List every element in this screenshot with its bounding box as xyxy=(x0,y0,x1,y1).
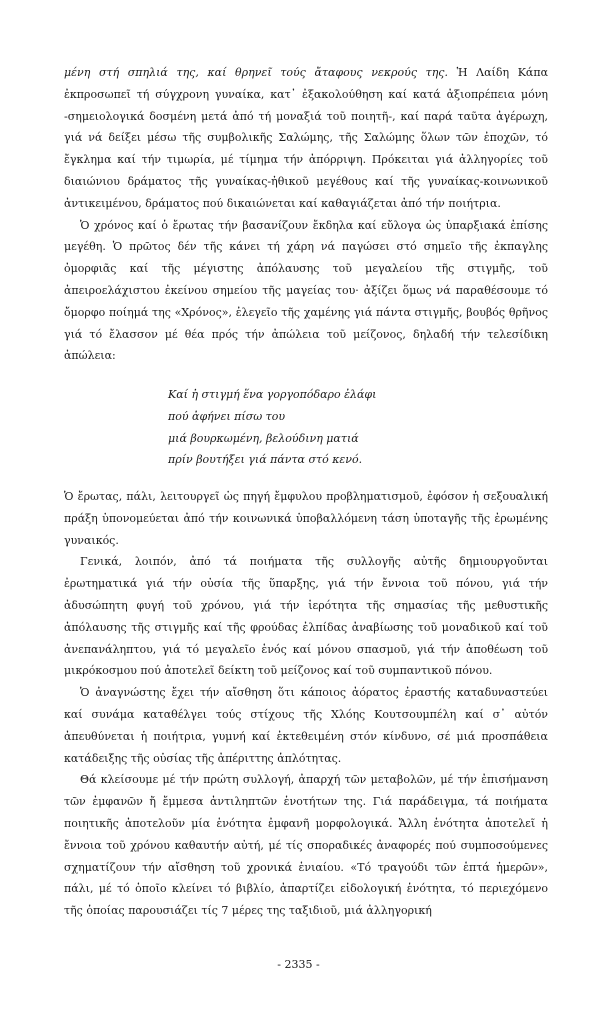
paragraph: Ὁ ἀναγνώστης ἔχει τήν αἴσθηση ὅτι κάποιος ἀόρατος ἐραστής καταδυναστεύει καί συνάμα καταθέλγει τούς στίχους τῆς Χλόης Κουτσουμπέλη καί σ᾽ αὐτόν ἀπευθύνεται ἡ ποιήτρια, γυμνή καί ἐκτεθειμένη στόν κίνδυνο, σέ μιά προσπάθεια κατάδειξης τῆς οὐσίας τῆς ἀπέριττης ἁπλότητας. xyxy=(64,686,548,765)
page-number: - 2335 - xyxy=(277,958,320,971)
poem-line: μιά βουρκωμένη, βελούδινη ματιά xyxy=(168,431,359,445)
poem-quote xyxy=(168,384,376,471)
italic-lead: μένη στή σπηλιά της, καί θρηνεῖ τούς ἄταφους νεκρούς της. xyxy=(64,66,448,79)
paragraph: Θά κλείσουμε μέ τήν πρώτη συλλογή, ἀπαρχή τῶν μεταβολῶν, μέ τήν ἐπισήμανση τῶν ἐμφανῶν ἤ ἔμμεσα ἀντιληπτῶν ἑνοτήτων της. Γιά παράδειγμα, τά ποιήματα ποιητικῆς ἀποτελοῦν μία ἑνότητα ἐμφανῆ μορφολογικά. Ἄλλη ἑνότητα ἀποτελεῖ ἡ ἔννοια τοῦ χρόνου καθαυτήν αὐτή, μέ τίς σποραδικές ἀναφορές πού συμποσούμενες σχηματίζουν τήν αἴσθηση τοῦ χρονικά ἑνιαίου. «Τό τραγούδι τῶν ἑπτά ἡμερῶν», πάλι, μέ τό ὁποῖο κλείνει τό βιβλίο, ἀπαρτίζει εἰδολογική ἑνότητα, τό περιεχόμενο τῆς ὁποίας παρουσιάζει τίς 7 μέρες της ταξιδιοῦ, μιά ἀλληγορική xyxy=(64,773,548,918)
text-block-bottom xyxy=(64,486,548,922)
paragraph: Γενικά, λοιπόν, ἀπό τά ποιήματα τῆς συλλογῆς αὐτῆς δημιουργοῦνται ἐρωτηματικά γιά τήν οὐσία τῆς ὕπαρξης, γιά τήν ἔννοια τοῦ πόνου, γιά τήν ἀδυσώπητη φυγή τοῦ χρόνου, γιά τήν ἱερότητα τῆς σημασίας τῆς μεθυστικῆς ἀπόλαυσης τῆς στιγμῆς καί τῆς φρούδας ἐλπίδας ἀναβίωσης τοῦ μοναδικοῦ καί τοῦ ἀνεπανάληπτου, γιά τό μεγαλεῖο ἑνός καί μόνου σπασμοῦ, γιά τήν ἀποθέωση τοῦ μικρόκοσμου πού ἀποτελεῖ δείκτη τοῦ μείζονος καί τοῦ συμπαντικοῦ πόνου. xyxy=(64,555,548,678)
paragraph: Ὁ ἔρωτας, πάλι, λειτουργεῖ ὡς πηγή ἔμφυλου προβληματισμοῦ, ἐφόσον ἡ σεξουαλική πράξη ὑπονομεύεται ἀπό τήν κοινωνικά ὑποβαλλόμενη τάση ὑποταγῆς τῆς ἐρωμένης γυναικός. xyxy=(64,490,548,547)
poem-line: πού ἀφήνει πίσω του xyxy=(168,409,286,423)
poem-line: Καί ἡ στιγμή ἕνα γοργοπόδαρο ἐλάφι xyxy=(168,388,377,401)
paragraph-text: Ἡ Λαίδη Κάπα ἐκπροσωπεῖ τή σύγχρονη γυναίκα, κατ᾽ ἐξακολούθηση καί κατά ἀξιοπρέπεια μόνη -σημειολογικά δοσμένη μετά ἀπό τή μοναξιά τοῦ ποιητῆ-, καί παρά ταῦτα ἀγέρωχη, γιά νά δείξει μέσω τῆς συμβολικῆς Σαλώμης, τῆς Σαλώμης ὅλων τῶν ἐποχῶν, τό ἔγκλημα καί τήν τιμωρία, μέ τίμημα τήν ἀπόρριψη. Πρόκειται γιά ἀλληγορίες τοῦ διαιώνιου δράματος τῆς γυναίκας-ἠθικοῦ μεγέθους καί τῆς γυναίκας-κοινωνικοῦ ἀντικειμένου, δράματος πού δικαιώνεται καί καθαγιάζεται ἀπό τήν ποιήτρια. xyxy=(64,66,548,210)
paragraph xyxy=(64,62,548,215)
poem-line: πρίν βουτήξει γιά πάντα στό κενό. xyxy=(168,453,363,467)
text-block-top xyxy=(64,62,548,367)
paragraph: Ὁ χρόνος καί ὁ ἔρωτας τήν βασανίζουν ἔκδηλα καί εὔλογα ὡς ὑπαρξιακά ἐπίσης μεγέθη. Ὁ πρῶτος δέν τῆς κάνει τή χάρη νά παγώσει στό σημεῖο τῆς ἐκπαγλης ὀμορφιᾶς καί τῆς μέγιστης ἀπόλαυσης τοῦ μεγαλείου τῆς στιγμῆς, τοῦ ἀπειροελάχιστου ἐκείνου σημείου τῆς μαγείας του· ἀξίζει ὅμως νά παραθέσουμε τό ὄμορφο ποίημά της «Χρόνος», ἐλεγεῖο τῆς χαμένης γιά πάντα στιγμῆς, βουβός θρῆνος γιά τό ἔλασσον μέ θέα πρός τήν ἀπώλεια τοῦ μείζονος, δηλαδή τήν τελεσίδικη ἀπώλεια: xyxy=(64,218,548,363)
